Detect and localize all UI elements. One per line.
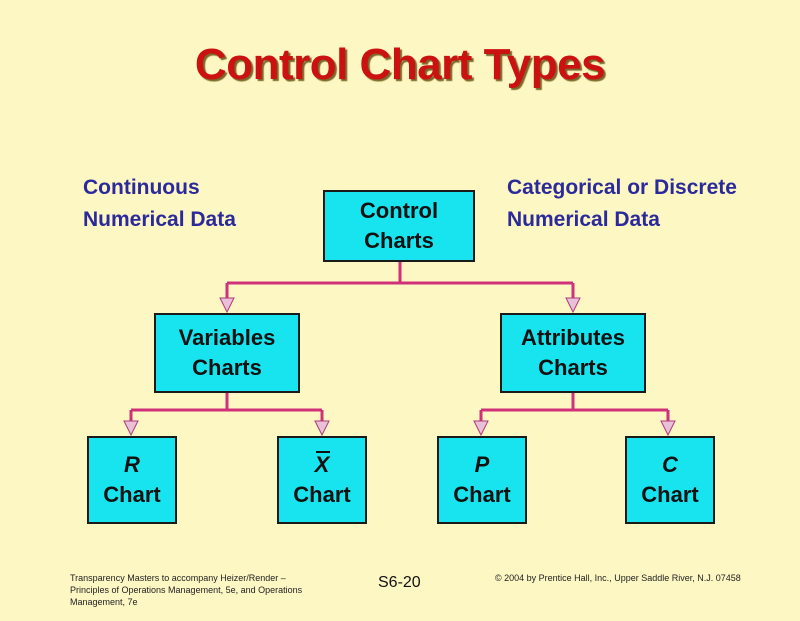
control-charts-line1: Control bbox=[359, 198, 439, 223]
arrowhead-p bbox=[474, 421, 488, 435]
x-bar-chart-symbol: X bbox=[315, 450, 330, 480]
discrete-label-line2: Numerical Data bbox=[507, 208, 660, 231]
footer-line2: Principles of Operations Management, 5e, and Operations bbox=[70, 585, 303, 595]
control-charts-node bbox=[323, 190, 475, 262]
control-charts-line2: Charts bbox=[364, 228, 434, 253]
footer-line1: Transparency Masters to accompany Heizer/Render – bbox=[70, 573, 286, 583]
r-chart-node bbox=[87, 436, 177, 524]
r-chart-label: Chart bbox=[103, 482, 161, 507]
arrowhead-variables bbox=[220, 298, 234, 312]
p-chart-node bbox=[437, 436, 527, 524]
c-chart-symbol: C bbox=[662, 452, 678, 477]
slide-title: Control Chart Types bbox=[194, 40, 606, 89]
variables-charts-line1: Variables bbox=[178, 325, 276, 350]
attributes-charts-line1: Attributes bbox=[521, 325, 625, 350]
slide-number: S6-20 bbox=[378, 574, 421, 591]
arrowhead-r bbox=[124, 421, 138, 435]
discrete-label-line1: Categorical or Discrete bbox=[507, 176, 737, 199]
attributes-charts-node bbox=[500, 313, 646, 393]
p-chart-symbol: P bbox=[474, 452, 490, 477]
variables-charts-node bbox=[154, 313, 300, 393]
r-chart-symbol: R bbox=[124, 452, 140, 477]
footer-line3: Management, 7e bbox=[70, 597, 138, 607]
continuous-label-line1: Continuous bbox=[83, 176, 200, 199]
attributes-charts-line2: Charts bbox=[538, 355, 608, 380]
c-chart-label: Chart bbox=[641, 482, 699, 507]
continuous-label-line2: Numerical Data bbox=[83, 208, 236, 231]
c-chart-node bbox=[625, 436, 715, 524]
arrowhead-attributes bbox=[566, 298, 580, 312]
copyright-notice: © 2004 by Prentice Hall, Inc., Upper Saddle River, N.J. 07458 bbox=[495, 573, 741, 583]
p-chart-label: Chart bbox=[453, 482, 511, 507]
arrowhead-c bbox=[661, 421, 675, 435]
x-bar-chart-label: Chart bbox=[293, 482, 351, 507]
arrowhead-x bbox=[315, 421, 329, 435]
x-bar-chart-node bbox=[277, 436, 367, 524]
variables-charts-line2: Charts bbox=[192, 355, 262, 380]
footer-source-note bbox=[70, 572, 330, 608]
